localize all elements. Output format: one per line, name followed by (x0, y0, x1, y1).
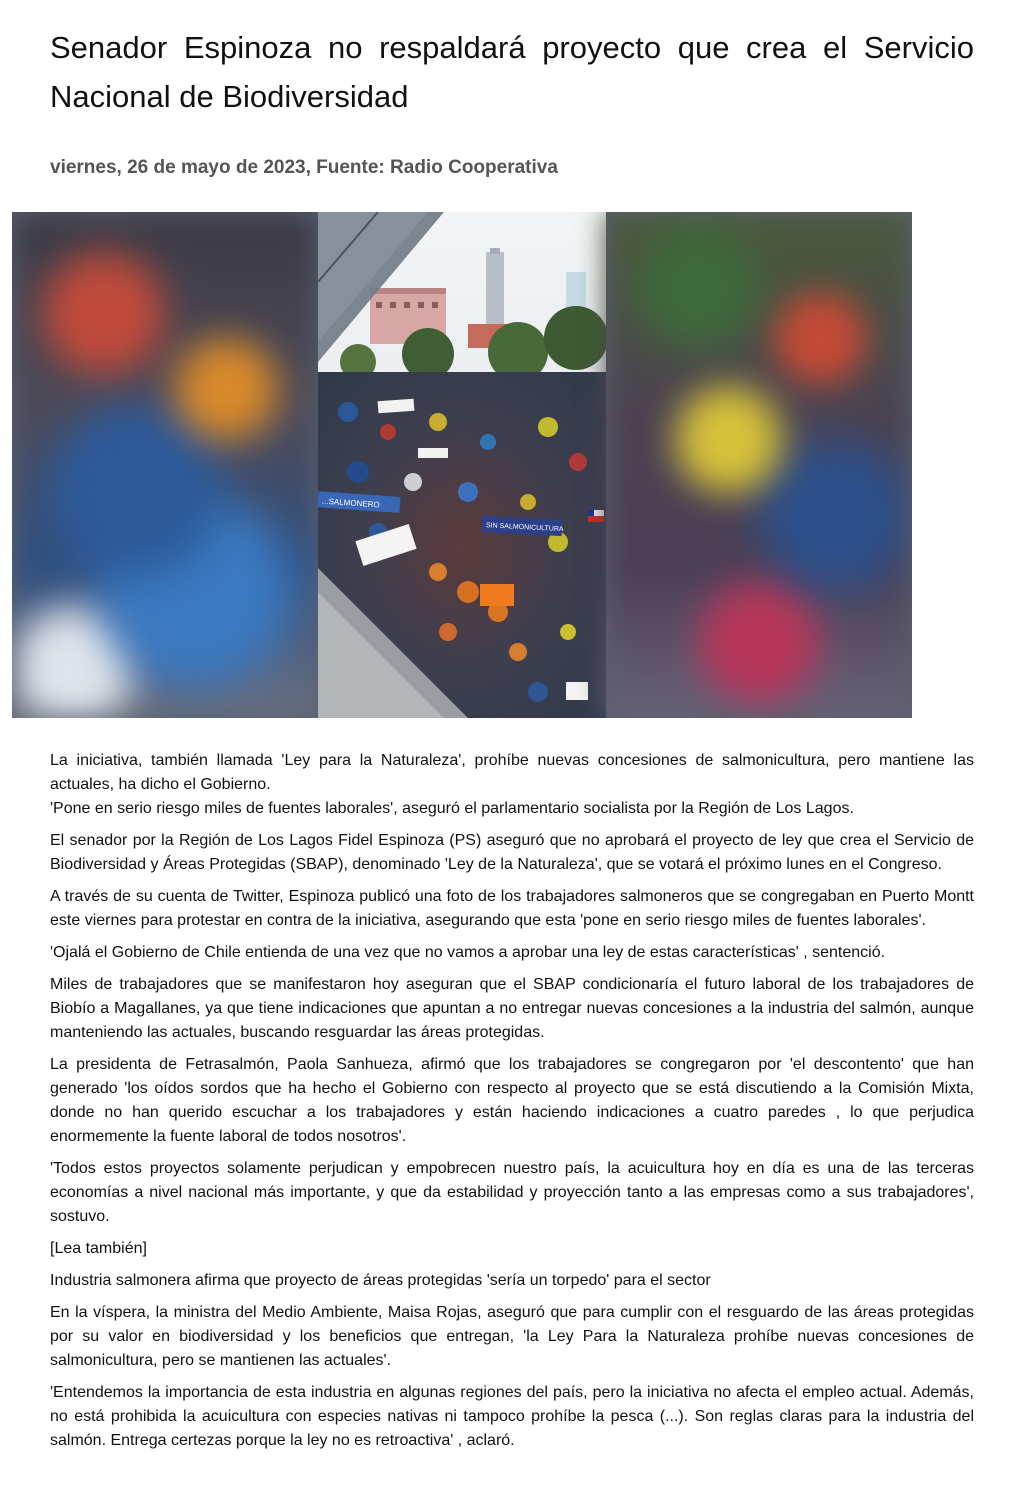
paragraph: 'Todos estos proyectos solamente perjudican y empobrecen nuestro país, la acuicultura hoy en día es una de las terceras economías a nivel nacional más importante, y que da estabilidad y proyección tanto a las empresas como a sus trabajadores', sostuvo. (50, 1160, 974, 1225)
article-meta: viernes, 26 de mayo de 2023, Fuente: Radio Cooperativa (50, 157, 558, 178)
banner-left-text: ...SALMONERO (321, 496, 380, 510)
paragraph: Miles de trabajadores que se manifestaron hoy aseguran que el SBAP condicionaría el futuro laboral de los trabajadores de Biobío a Magallanes, ya que tiene indicaciones que apuntan a no entregar nuevas concesiones a la industria del salmón, aunque manteniendo las actuales, buscando resguardar las áreas protegidas. (50, 976, 974, 1041)
banner-right-text: SIN SALMONICULTURA (485, 522, 564, 534)
paragraph: 'Ojalá el Gobierno de Chile entienda de una vez que no vamos a aprobar una ley de estas características' , sentenció. (50, 944, 886, 961)
paragraph: 'Entendemos la importancia de esta industria en algunas regiones del país, pero la iniciativa no afecta el empleo actual. Además, no está prohibida la acuicultura con especies nativas ni tampoco prohíbe la pesca (...). Son reglas claras para la industria del salmón. Entrega certezas porque la ley no es retroactiva' , aclaró. (50, 1384, 974, 1449)
photo-blur-right (606, 212, 912, 718)
protest-photo (318, 212, 606, 718)
paragraph: A través de su cuenta de Twitter, Espinoza publicó una foto de los trabajadores salmoneros que se congregaban en Puerto Montt este viernes para protestar en contra de la iniciativa, asegurando que esta 'pone en serio riesgo miles de fuentes laborales'. (50, 888, 974, 929)
article-body (50, 749, 974, 1461)
paragraph: El senador por la Región de Los Lagos Fidel Espinoza (PS) aseguró que no aprobará el proyecto de ley que crea el Servicio de Biodiversidad y Áreas Protegidas (SBAP), denominado 'Ley de la Naturaleza', que se votará el próximo lunes en el Congreso. (50, 832, 974, 873)
article-title: Senador Espinoza no respaldará proyecto que crea el Servicio Nacional de Biodiversidad (50, 30, 974, 114)
paragraph: En la víspera, la ministra del Medio Ambiente, Maisa Rojas, aseguró que para cumplir con el resguardo de las áreas protegidas por su valor en biodiversidad y los beneficios que entregan, 'la Ley Para la Naturaleza prohíbe nuevas concesiones de salmonicultura, pero se mantienen las actuales'. (50, 1304, 974, 1369)
paragraph: 'Pone en serio riesgo miles de fuentes laborales', aseguró el parlamentario socialista por la Región de Los Lagos. (50, 800, 854, 817)
paragraph: La iniciativa, también llamada 'Ley para la Naturaleza', prohíbe nuevas concesiones de salmonicultura, pero mantiene las actuales, ha dicho el Gobierno. (50, 752, 974, 793)
related-article-link[interactable]: Industria salmonera afirma que proyecto de áreas protegidas 'sería un torpedo' para el sector (50, 1272, 711, 1289)
see-also-label: [Lea también] (50, 1240, 147, 1257)
photo-blur-left (12, 212, 318, 718)
paragraph: La presidenta de Fetrasalmón, Paola Sanhueza, afirmó que los trabajadores se congregaron por 'el descontento' que han generado 'los oídos sordos que ha hecho el Gobierno con respecto al proyecto que se está discutiendo a la Comisión Mixta, donde no han querido escuchar a los trabajadores y están haciendo indicaciones a cuatro paredes , lo que perjudica enormemente la fuente laboral de todos nosotros'. (50, 1056, 974, 1145)
hero-photo (12, 212, 912, 718)
article-header (50, 0, 974, 179)
